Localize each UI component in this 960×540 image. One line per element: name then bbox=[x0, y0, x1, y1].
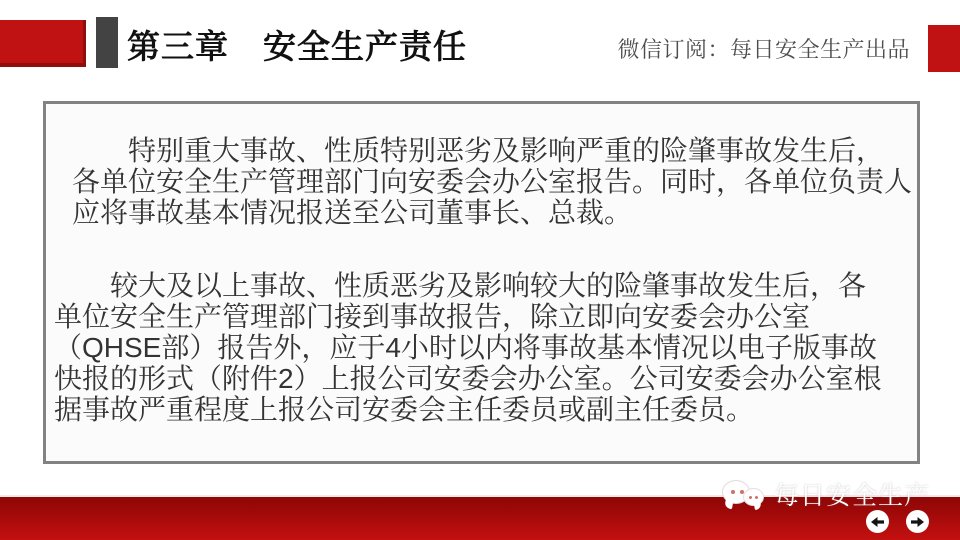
page-title: 第三章 安全生产责任 bbox=[127, 28, 467, 65]
text-line: （QHSE部）报告外，应于4小时以内将事故基本情况以电子版事故 bbox=[54, 332, 877, 363]
text-line: 应将事故基本情况报送至公司董事长、总裁。 bbox=[72, 197, 633, 228]
paragraph-2 bbox=[54, 270, 917, 425]
text-line: 单位安全生产管理部门接到事故报告，除立即向安委会办公室 bbox=[54, 301, 811, 332]
left-arrow-icon bbox=[871, 517, 884, 527]
wechat-small-bubble bbox=[743, 488, 764, 506]
brand-text: 每日安全生产 bbox=[773, 481, 930, 510]
wechat-bubbles-icon bbox=[721, 475, 767, 512]
text-line: 特别重大事故、性质特别恶劣及影响严重的险肇事故发生后， bbox=[72, 135, 885, 166]
prev-slide-button[interactable] bbox=[866, 510, 889, 533]
text-line: 据事故严重程度上报公司安委会主任委员或副主任委员。 bbox=[54, 394, 755, 425]
header-red-accent-block bbox=[0, 20, 86, 67]
text-line: 较大及以上事故、性质恶劣及影响较大的险肇事故发生后，各 bbox=[54, 270, 867, 301]
header-gray-accent-block bbox=[96, 17, 118, 68]
text-line: 各单位安全生产管理部门向安委会办公室报告。同时，各单位负责人 bbox=[72, 166, 913, 197]
content-box bbox=[43, 101, 920, 464]
brand-badge bbox=[721, 475, 930, 512]
next-slide-button[interactable] bbox=[906, 510, 929, 533]
header-corner-red-block bbox=[928, 25, 960, 72]
subscription-label: 微信订阅：每日安全生产出品 bbox=[617, 37, 910, 62]
text-line: 快报的形式（附件2）上报公司安委会办公室。公司安委会办公室根 bbox=[54, 363, 882, 394]
right-arrow-icon bbox=[911, 517, 924, 527]
paragraph-1 bbox=[72, 135, 917, 228]
